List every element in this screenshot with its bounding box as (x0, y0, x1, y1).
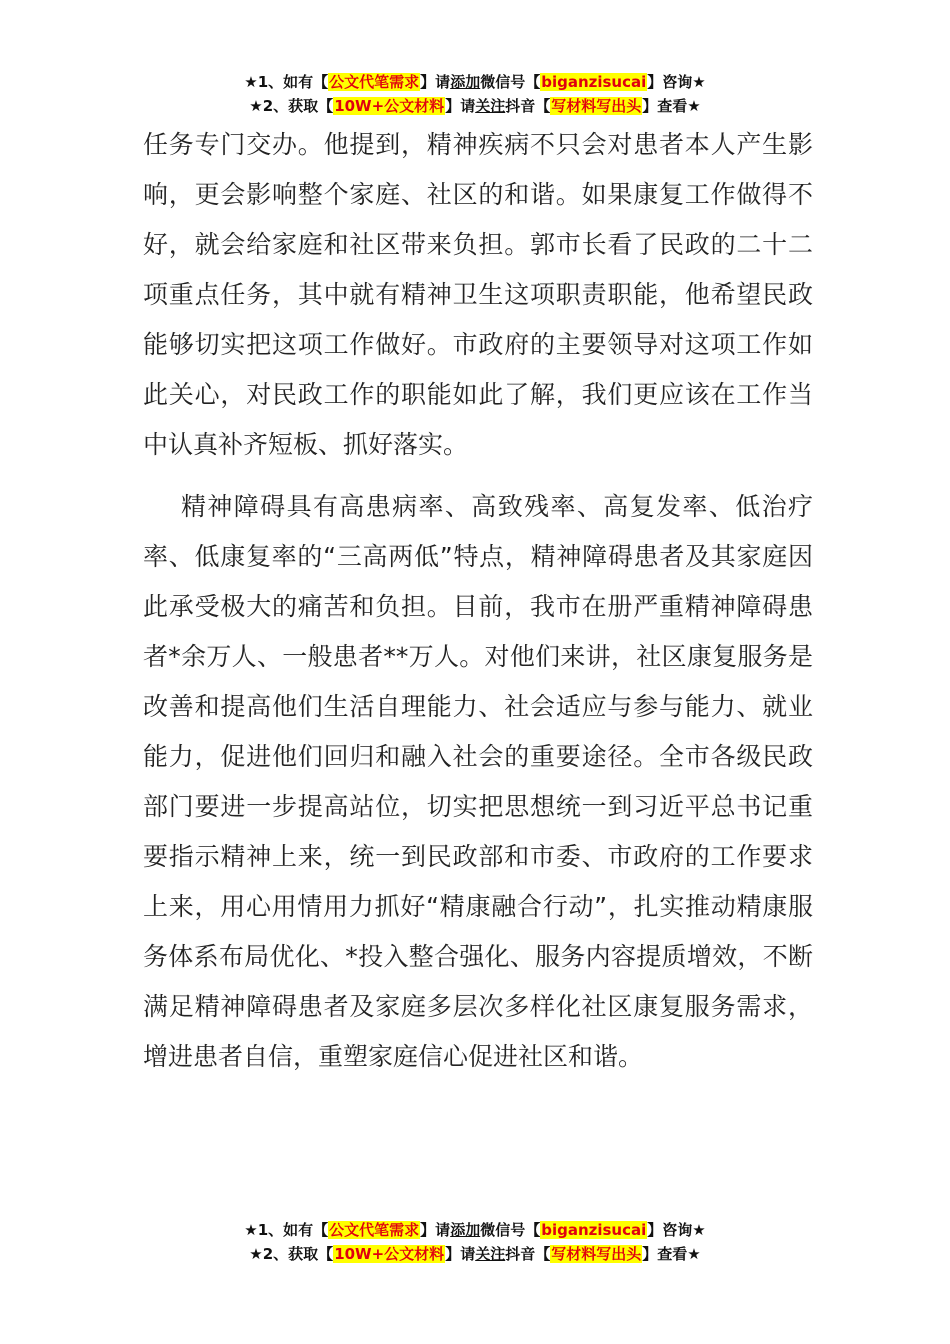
banner-text: ★2、获取【 (249, 1245, 334, 1263)
banner-text: 】请 (445, 1245, 476, 1263)
footer-banner (0, 1218, 950, 1266)
banner-text: 】请 (420, 1221, 451, 1239)
footer-banner-line-2 (0, 1242, 950, 1266)
banner-text: 】请 (445, 97, 476, 115)
highlight-ghostwriting: 公文代笔需求 (329, 1221, 420, 1239)
banner-text: 】咨询★ (647, 1221, 706, 1239)
highlight-ghostwriting: 公文代笔需求 (329, 73, 420, 91)
highlight-douyin-account: 写材料写出头 (551, 97, 642, 115)
banner-text: ★1、如有【 (244, 1221, 329, 1239)
highlight-wechat-id: biganzisucai (541, 1221, 647, 1239)
header-banner-line-2 (0, 94, 950, 118)
banner-text: 微信号【 (480, 1221, 541, 1239)
banner-text: ★1、如有【 (244, 73, 329, 91)
document-body (143, 120, 813, 1082)
highlight-wechat-id: biganzisucai (541, 73, 647, 91)
highlight-materials: 10W+公文材料 (334, 1245, 445, 1263)
underlined-follow: 关注 (475, 1245, 506, 1263)
body-paragraph-2: 精神障碍具有高患病率、高致残率、高复发率、低治疗率、低康复率的“三高两低”特点，精神障碍患者及其家庭因此承受极大的痛苦和负担。目前，我市在册严重精神障碍患者*余万人、一般患者**万人。对他们来讲，社区康复服务是改善和提高他们生活自理能力、社会适应与参与能力、就业能力，促进他们回归和融入社会的重要途径。全市各级民政部门要进一步提高站位，切实把思想统一到习近平总书记重要指示精神上来，统一到民政部和市委、市政府的工作要求上来，用心用情用力抓好“精康融合行动”，扎实推动精康服务体系布局优化、*投入整合强化、服务内容提质增效，不断满足精神障碍患者及家庭多层次多样化社区康复服务需求，增进患者自信，重塑家庭信心促进社区和谐。 (143, 492, 813, 1071)
highlight-douyin-account: 写材料写出头 (551, 1245, 642, 1263)
highlight-materials: 10W+公文材料 (334, 97, 445, 115)
footer-banner-line-1 (0, 1218, 950, 1242)
banner-text: 】请 (420, 73, 451, 91)
body-paragraph-1: 任务专门交办。他提到，精神疾病不只会对患者本人产生影响，更会影响整个家庭、社区的和谐。如果康复工作做得不好，就会给家庭和社区带来负担。郭市长看了民政的二十二项重点任务，其中就有精神卫生这项职责职能，他希望民政能够切实把这项工作做好。市政府的主要领导对这项工作如此关心，对民政工作的职能如此了解，我们更应该在工作当中认真补齐短板、抓好落实。 (143, 130, 813, 459)
banner-text: 抖音【 (505, 1245, 551, 1263)
underlined-follow: 关注 (475, 97, 506, 115)
header-banner-line-1 (0, 70, 950, 94)
banner-text: 微信号【 (480, 73, 541, 91)
banner-text: 】查看★ (642, 97, 701, 115)
header-banner (0, 70, 950, 118)
underlined-add: 添加 (450, 1221, 481, 1239)
banner-text: 】查看★ (642, 1245, 701, 1263)
underlined-add: 添加 (450, 73, 481, 91)
banner-text: 】咨询★ (647, 73, 706, 91)
banner-text: ★2、获取【 (249, 97, 334, 115)
banner-text: 抖音【 (505, 97, 551, 115)
